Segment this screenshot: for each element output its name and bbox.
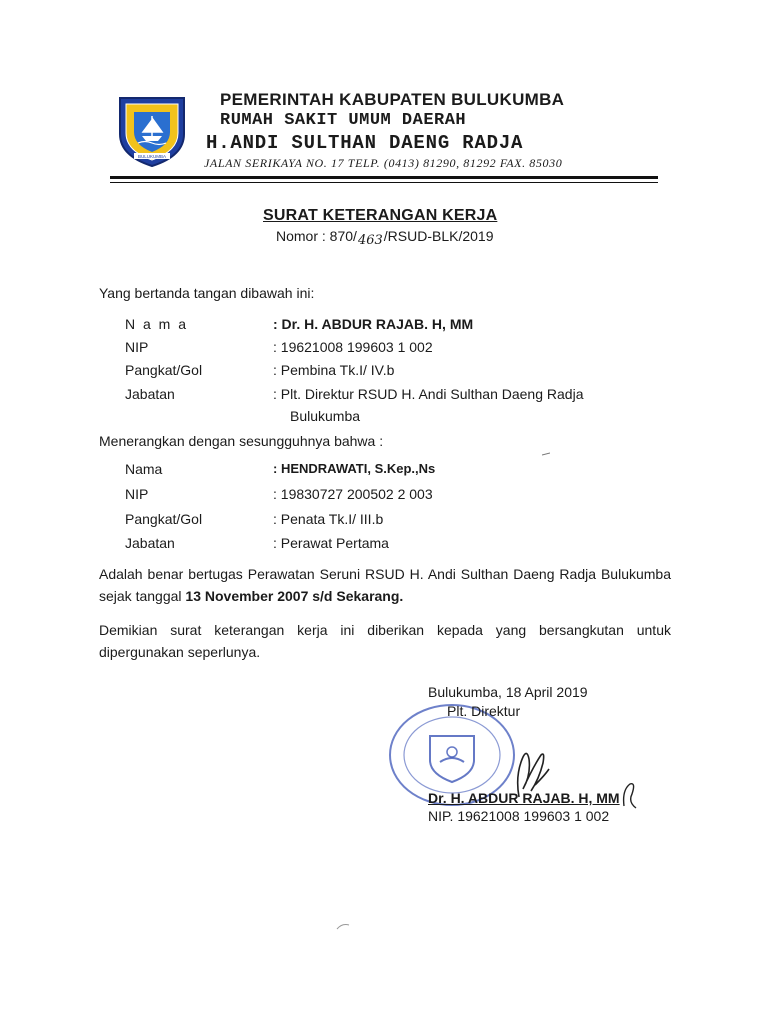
letterhead-hospital-name: H.ANDI SULTHAN DAENG RADJA [206, 132, 524, 154]
logo-text: BULUKUMBA [137, 154, 167, 159]
signature-name: Dr. H. ABDUR RAJAB. H, MM [428, 790, 620, 806]
employee-name-value: : HENDRAWATI, S.Kep.,Ns [273, 461, 436, 476]
document-title: SURAT KETERANGAN KERJA [263, 207, 498, 224]
signatory-position-value: : Plt. Direktur RSUD H. Andi Sulthan Daeng Radja [273, 386, 584, 402]
letterhead-rule-thick [110, 176, 658, 179]
employee-position-value: : Perawat Pertama [273, 535, 389, 551]
signatory-rank-value: : Pembina Tk.I/ IV.b [273, 362, 395, 378]
closing-paragraph: Demikian surat keterangan kerja ini diberikan kepada yang bersangkutan untuk dipergunakan seperlunya. [99, 622, 671, 660]
employee-name-label: Nama [125, 461, 163, 477]
signature-place-date: Bulukumba, 18 April 2019 [428, 684, 588, 700]
statement-text: Adalah benar bertugas Perawatan Seruni RSUD H. Andi Sulthan Daeng Radja Bulukumba sejak tanggal [99, 566, 671, 604]
letterhead-rule-thin [110, 182, 658, 183]
employee-nip-label: NIP [125, 486, 149, 502]
initial-mark [620, 780, 640, 810]
number-suffix: /RSUD-BLK/2019 [383, 228, 494, 244]
signatory-nip-label: NIP [125, 339, 149, 355]
statement-period: 13 November 2007 s/d Sekarang. [185, 588, 404, 604]
signatory-position-label: Jabatan [125, 386, 175, 402]
signatory-position-cont: Bulukumba [290, 408, 361, 424]
letterhead-address: JALAN SERIKAYA NO. 17 TELP. (0413) 81290, 81292 FAX. 85030 [204, 156, 563, 170]
letterhead-government: PEMERINTAH KABUPATEN BULUKUMBA [220, 90, 565, 109]
signatory-name-value: : Dr. H. ABDUR RAJAB. H, MM [273, 316, 474, 332]
employee-rank-value: : Penata Tk.I/ III.b [273, 511, 384, 527]
signatory-nip-value: : 19621008 199603 1 002 [273, 339, 433, 355]
scan-speck [336, 922, 350, 930]
signatory-name-label: N a m a [125, 316, 189, 332]
intro-text: Yang bertanda tangan dibawah ini: [99, 285, 315, 301]
statement-paragraph [99, 563, 671, 607]
signatory-rank-label: Pangkat/Gol [125, 362, 203, 378]
number-prefix: Nomor : 870/ [276, 228, 357, 244]
document-number [276, 228, 494, 248]
signature-position: Plt. Direktur [447, 703, 521, 719]
employee-rank-label: Pangkat/Gol [125, 511, 203, 527]
letterhead-hospital-type: RUMAH SAKIT UMUM DAERAH [220, 111, 467, 130]
declaration-text: Menerangkan dengan sesungguhnya bahwa : [99, 433, 384, 449]
number-handwritten: 463 [357, 233, 383, 248]
scan-speck [542, 452, 550, 456]
employee-position-label: Jabatan [125, 535, 175, 551]
employee-nip-value: : 19830727 200502 2 003 [273, 486, 433, 502]
signature-nip: NIP. 19621008 199603 1 002 [428, 808, 610, 824]
regency-logo [112, 90, 192, 170]
